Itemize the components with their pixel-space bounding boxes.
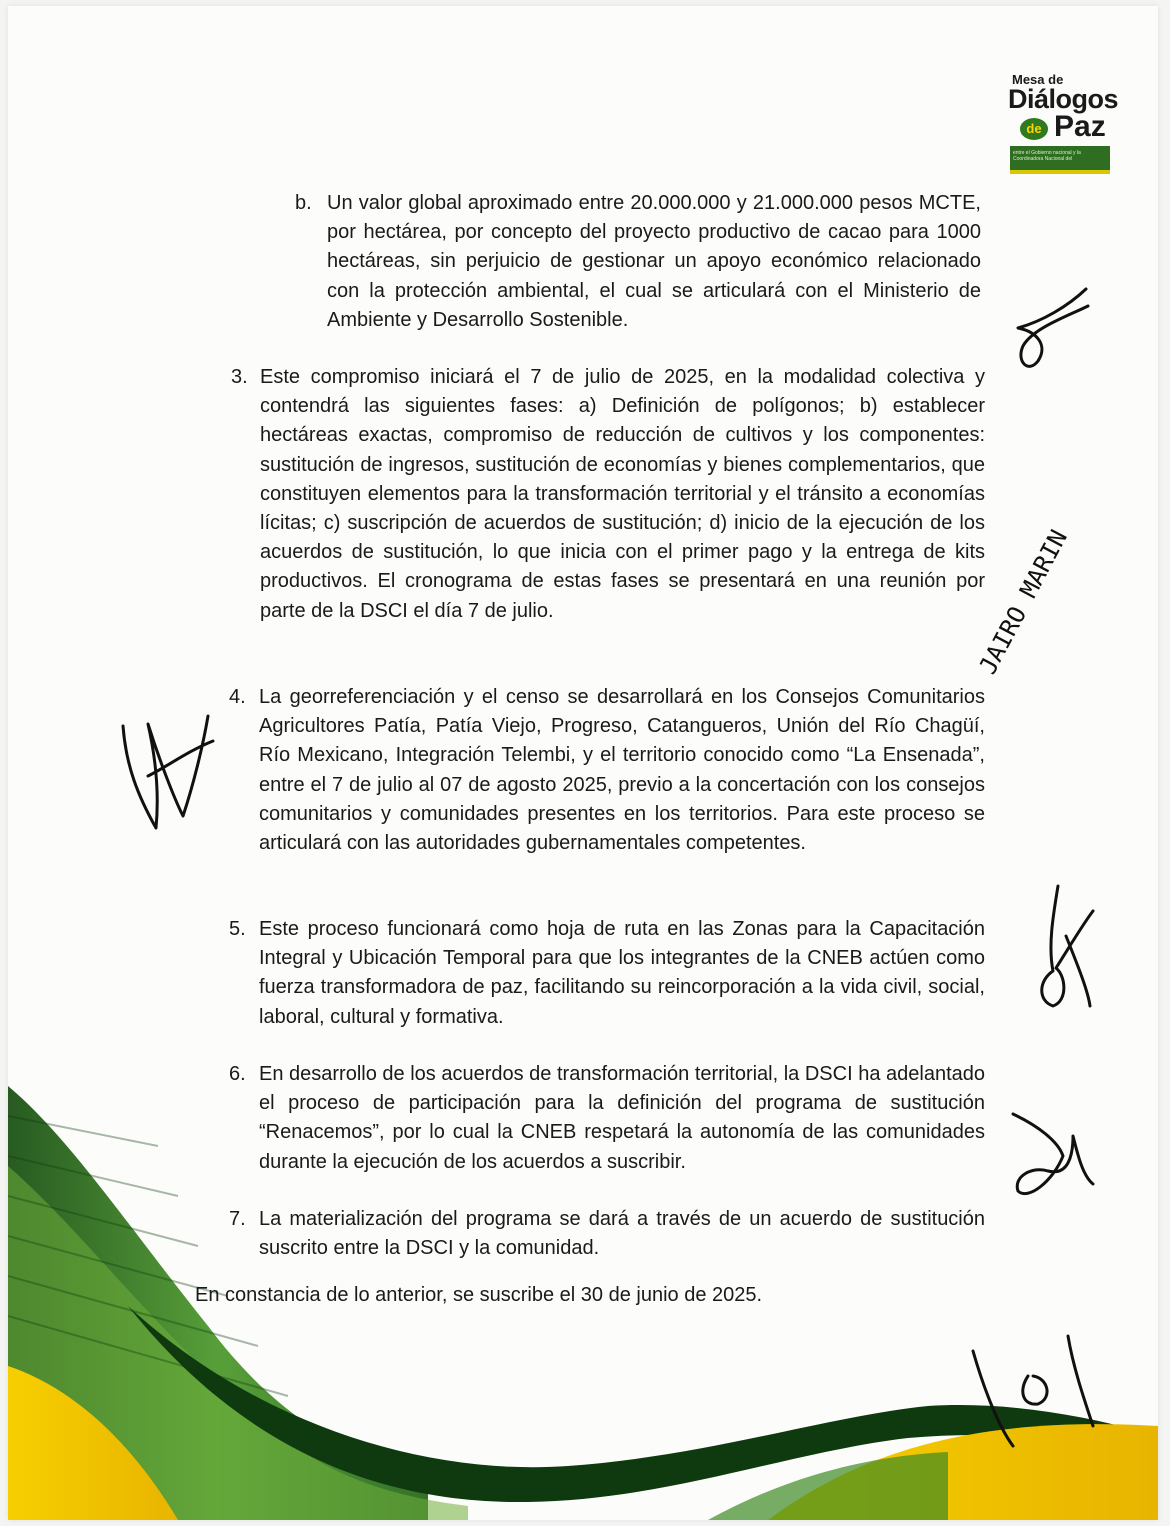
item-5-marker: 5. [229, 918, 246, 940]
logo-line-3: Paz [1054, 110, 1106, 143]
signature-left [123, 716, 213, 828]
signature-initial-1 [1018, 289, 1088, 366]
handwritten-annotations [8, 6, 1158, 1520]
logo-tagline: entre el Gobierno nacional y la Coordinadora Nacional del [1013, 150, 1081, 162]
signature-right-1 [1042, 886, 1093, 1006]
item-6-text: En desarrollo de los acuerdos de transformación territorial, la DSCI ha adelantado el proceso de participación para la definición del programa de sustitución “Renacemos”, por lo cual la CNEB respetará la autonomía de las comunidades durante la ejecución de los acuerdos a suscribir. [259, 1063, 985, 1173]
item-b-text: Un valor global aproximado entre 20.000.000 y 21.000.000 pesos MCTE, por hectárea, por concepto del proyecto productivo de cacao para 1000 hectáreas, sin perjuicio de gestionar un apoyo económico relacionado con la protección ambiental, el cual se articulará con el Ministerio de Ambiente y Desarrollo Sostenible. [327, 192, 981, 331]
document-page [8, 6, 1158, 1520]
item-b-marker: b. [295, 192, 312, 214]
item-3-marker: 3. [231, 366, 248, 388]
item-5-text: Este proceso funcionará como hoja de ruta en las Zonas para la Capacitación Integral y Ubicación Temporal para que los integrantes de la CNEB actúen como fuerza transformadora de paz, facilitando su reincorporación a la vida civil, social, laboral, cultural y formativa. [259, 918, 985, 1028]
item-4-text: La georreferenciación y el censo se desarrollará en los Consejos Comunitarios Agricultores Patía, Patía Viejo, Progreso, Catangueros, Unión del Río Chagüí, Río Mexicano, Integración Telembi, y el territorio conocido como “La Ensenada”, entre el 7 de julio al 07 de agosto 2025, previo a la concertación con los consejos comunitarios y comunidades presentes en los territorios. Para este proceso se articulará con las autoridades gubernamentales competentes. [259, 686, 985, 855]
item-4-marker: 4. [229, 686, 246, 708]
logo-line-1: Mesa de [1012, 72, 1064, 87]
item-7-marker: 7. [229, 1208, 246, 1230]
logo-de-badge: de [1020, 118, 1048, 140]
item-7-text: La materialización del programa se dará a través de un acuerdo de sustitución suscrito entre la DSCI y la comunidad. [259, 1208, 985, 1260]
item-6-marker: 6. [229, 1063, 246, 1085]
item-3-text: Este compromiso iniciará el 7 de julio de 2025, en la modalidad colectiva y contendrá las siguientes fases: a) Definición de polígonos; b) establecer hectáreas exactas, compromiso de reducción de cultivos y los componentes: sustitución de ingresos, sustitución de economías y bienes complementarios, que constituyen elementos para la transformación territorial y el tránsito a economías lícitas; c) suscripción de acuerdos de sustitución; d) inicio de la ejecución de los acuerdos de sustitución, lo que inicia con el primer pago y la entrega de kits productivos. El cronograma de estas fases se presentará en una reunión por parte de la DSCI el día 7 de julio. [260, 366, 985, 622]
closing-statement: En constancia de lo anterior, se suscribe el 30 de junio de 2025. [195, 1284, 763, 1306]
handwritten-name: JAIRO MARIN [973, 525, 1073, 679]
logo-line-2: Diálogos [1008, 84, 1119, 114]
signature-right-2 [1013, 1114, 1093, 1194]
